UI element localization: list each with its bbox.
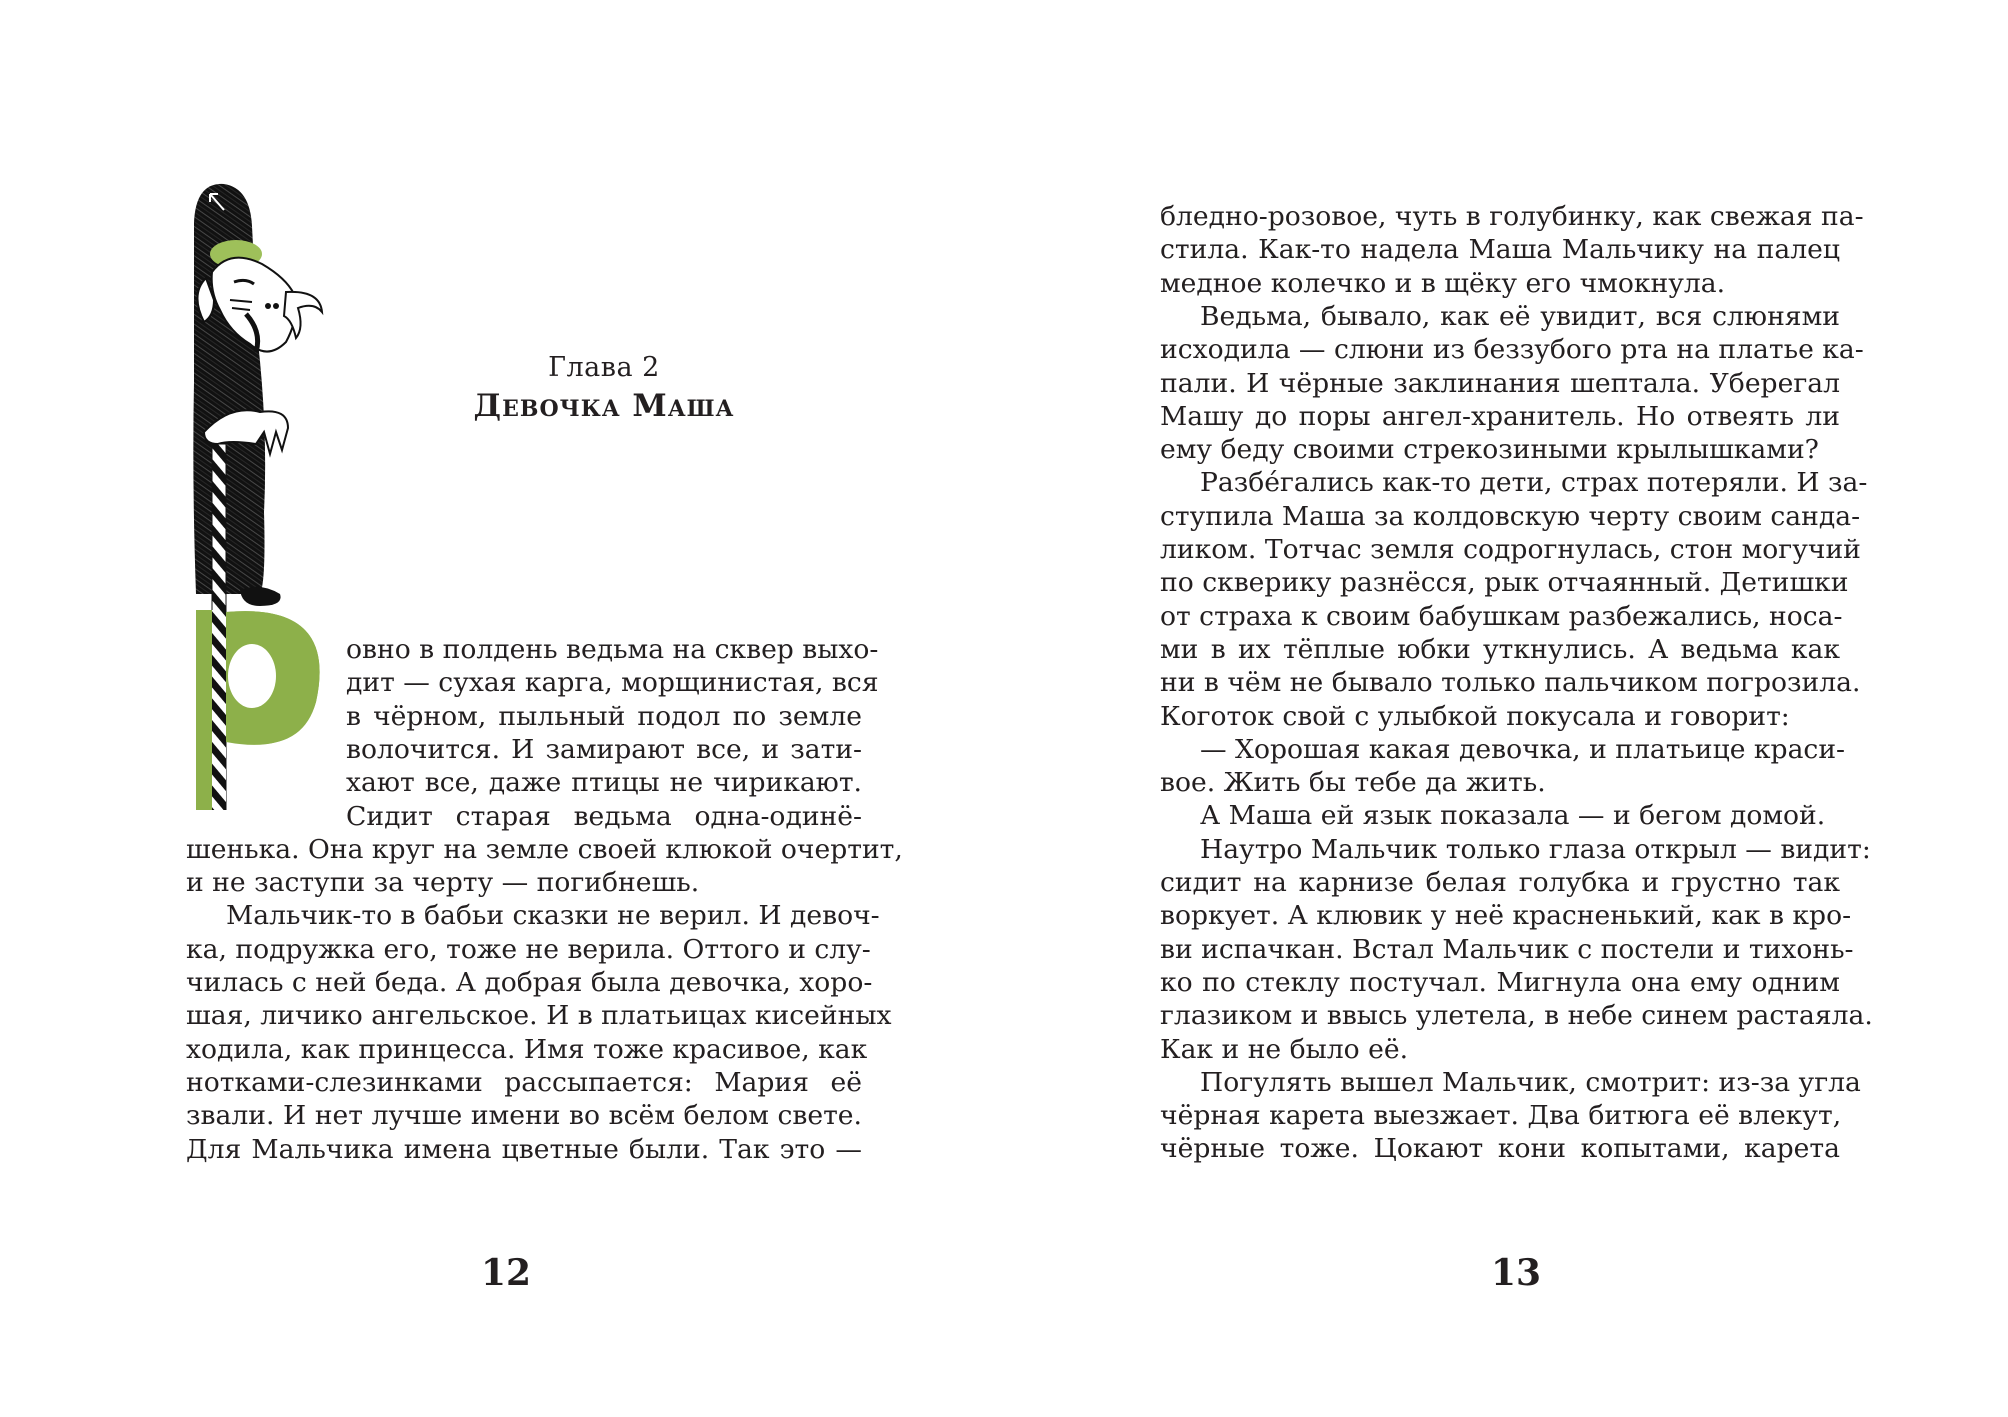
text-line: чилась с ней беда. А добрая была девочка, хоро- — [186, 967, 873, 998]
text-line: ко по стеклу постучал. Мигнула она ему одним — [1160, 966, 1840, 998]
text-line: Как и не было её. — [1160, 1033, 1409, 1065]
text-line: Разбéгались как-то дети, страх потеряли. И за- — [1200, 467, 1868, 499]
text-line: глазиком и ввысь улетела, в небе синем растаяла. — [1160, 1000, 1873, 1032]
right-page — [1004, 0, 2008, 1417]
text-line: ви испачкан. Встал Мальчик с постели и тихонь- — [1160, 933, 1854, 965]
page-number: 13 — [1490, 1252, 1542, 1294]
text-line: стила. Как-то надела Маша Мальчику на палец — [1160, 234, 1840, 266]
text-line: — Хорошая какая девочка, и платьице краси- — [1200, 733, 1846, 765]
text-line: ликом. Тотчас земля содрогнулась, стон могучий — [1160, 534, 1861, 565]
text-line: исходила — слюни из беззубого рта на платье ка- — [1160, 334, 1864, 366]
text-line: Сидит старая ведьма одна-одинё- — [346, 800, 862, 832]
text-line: Погулять вышел Мальчик, смотрит: из-за угла — [1200, 1066, 1861, 1098]
text-line: шенька. Она круг на земле своей клюкой очертит, — [186, 833, 903, 865]
chapter-title: Девочка Маша — [473, 388, 735, 424]
text-line: медное колечко и в щёку его чмокнула. — [1160, 267, 1726, 299]
text-line: Мальчик-то в бабьи сказки не верил. И девоч- — [226, 900, 880, 932]
text-line: звали. И нет лучше имени во всём белом свете. — [186, 1100, 862, 1132]
text-line: и не заступи за черту — погибнешь. — [186, 867, 700, 899]
text-line: хают все, даже птицы не чирикают. — [346, 767, 862, 799]
text-line: Машу до поры ангел-хранитель. Но отвеять ли — [1160, 400, 1840, 432]
text-line: ходила, как принцесса. Имя тоже красивое, как — [186, 1033, 868, 1065]
text-line: шая, личико ангельское. И в платьицах кисейных — [186, 1000, 892, 1032]
text-line: Наутро Мальчик только глаза открыл — видит: — [1200, 833, 1871, 865]
page-number: 12 — [480, 1252, 532, 1294]
text-line: в чёрном, пыльный подол по земле — [346, 700, 862, 732]
text-line: Ведьма, бывало, как её увидит, вся слюнями — [1200, 300, 1840, 332]
text-line: волочится. И замирают все, и зати- — [346, 733, 862, 765]
text-line: воркует. А клювик у неё красненький, как в кро- — [1160, 900, 1852, 932]
text-line: нотками-слезинками рассыпается: Мария её — [186, 1066, 862, 1098]
text-line: сидит на карнизе белая голубка и грустно так — [1160, 867, 1840, 898]
text-line: ему беду своими стрекозиными крылышками? — [1160, 434, 1819, 466]
chapter-label: Глава 2 — [548, 352, 660, 383]
text-line: от страха к своим бабушкам разбежались, носа- — [1160, 600, 1843, 632]
text-line: чёрная карета выезжает. Два битюга её влекут, — [1160, 1100, 1842, 1132]
text-line: бледно-розовое, чуть в голубинку, как свежая па- — [1160, 201, 1864, 232]
text-line: ступила Маша за колдовскую черту своим санда- — [1160, 500, 1861, 532]
text-line: чёрные тоже. Цокают кони копытами, карета — [1160, 1133, 1840, 1165]
text-line: овно в полдень ведьма на сквер выхо- — [346, 634, 879, 665]
text-line: ка, подружка его, тоже не верила. Оттого и слу- — [186, 933, 871, 965]
text-line: А Маша ей язык показала — и бегом домой. — [1200, 800, 1826, 832]
witch-shoe — [240, 587, 281, 606]
text-line: вое. Жить бы тебе да жить. — [1160, 767, 1546, 799]
text-line: Для Мальчика имена цветные были. Так это — — [186, 1133, 862, 1165]
drop-cap-illustration — [190, 182, 350, 810]
text-line: ми в их тёплые юбки уткнулись. А ведьма как — [1160, 633, 1840, 665]
text-line: Коготок свой с улыбкой покусала и говорит: — [1160, 700, 1790, 732]
text-line: дит — сухая карга, морщинистая, вся — [346, 667, 879, 699]
text-line: пали. И чёрные заклинания шептала. Уберегал — [1160, 367, 1840, 399]
text-line: по скверику разнёсся, рык отчаянный. Детишки — [1160, 567, 1849, 599]
text-line: ни в чём не бывало только пальчиком погрозила. — [1160, 667, 1861, 699]
